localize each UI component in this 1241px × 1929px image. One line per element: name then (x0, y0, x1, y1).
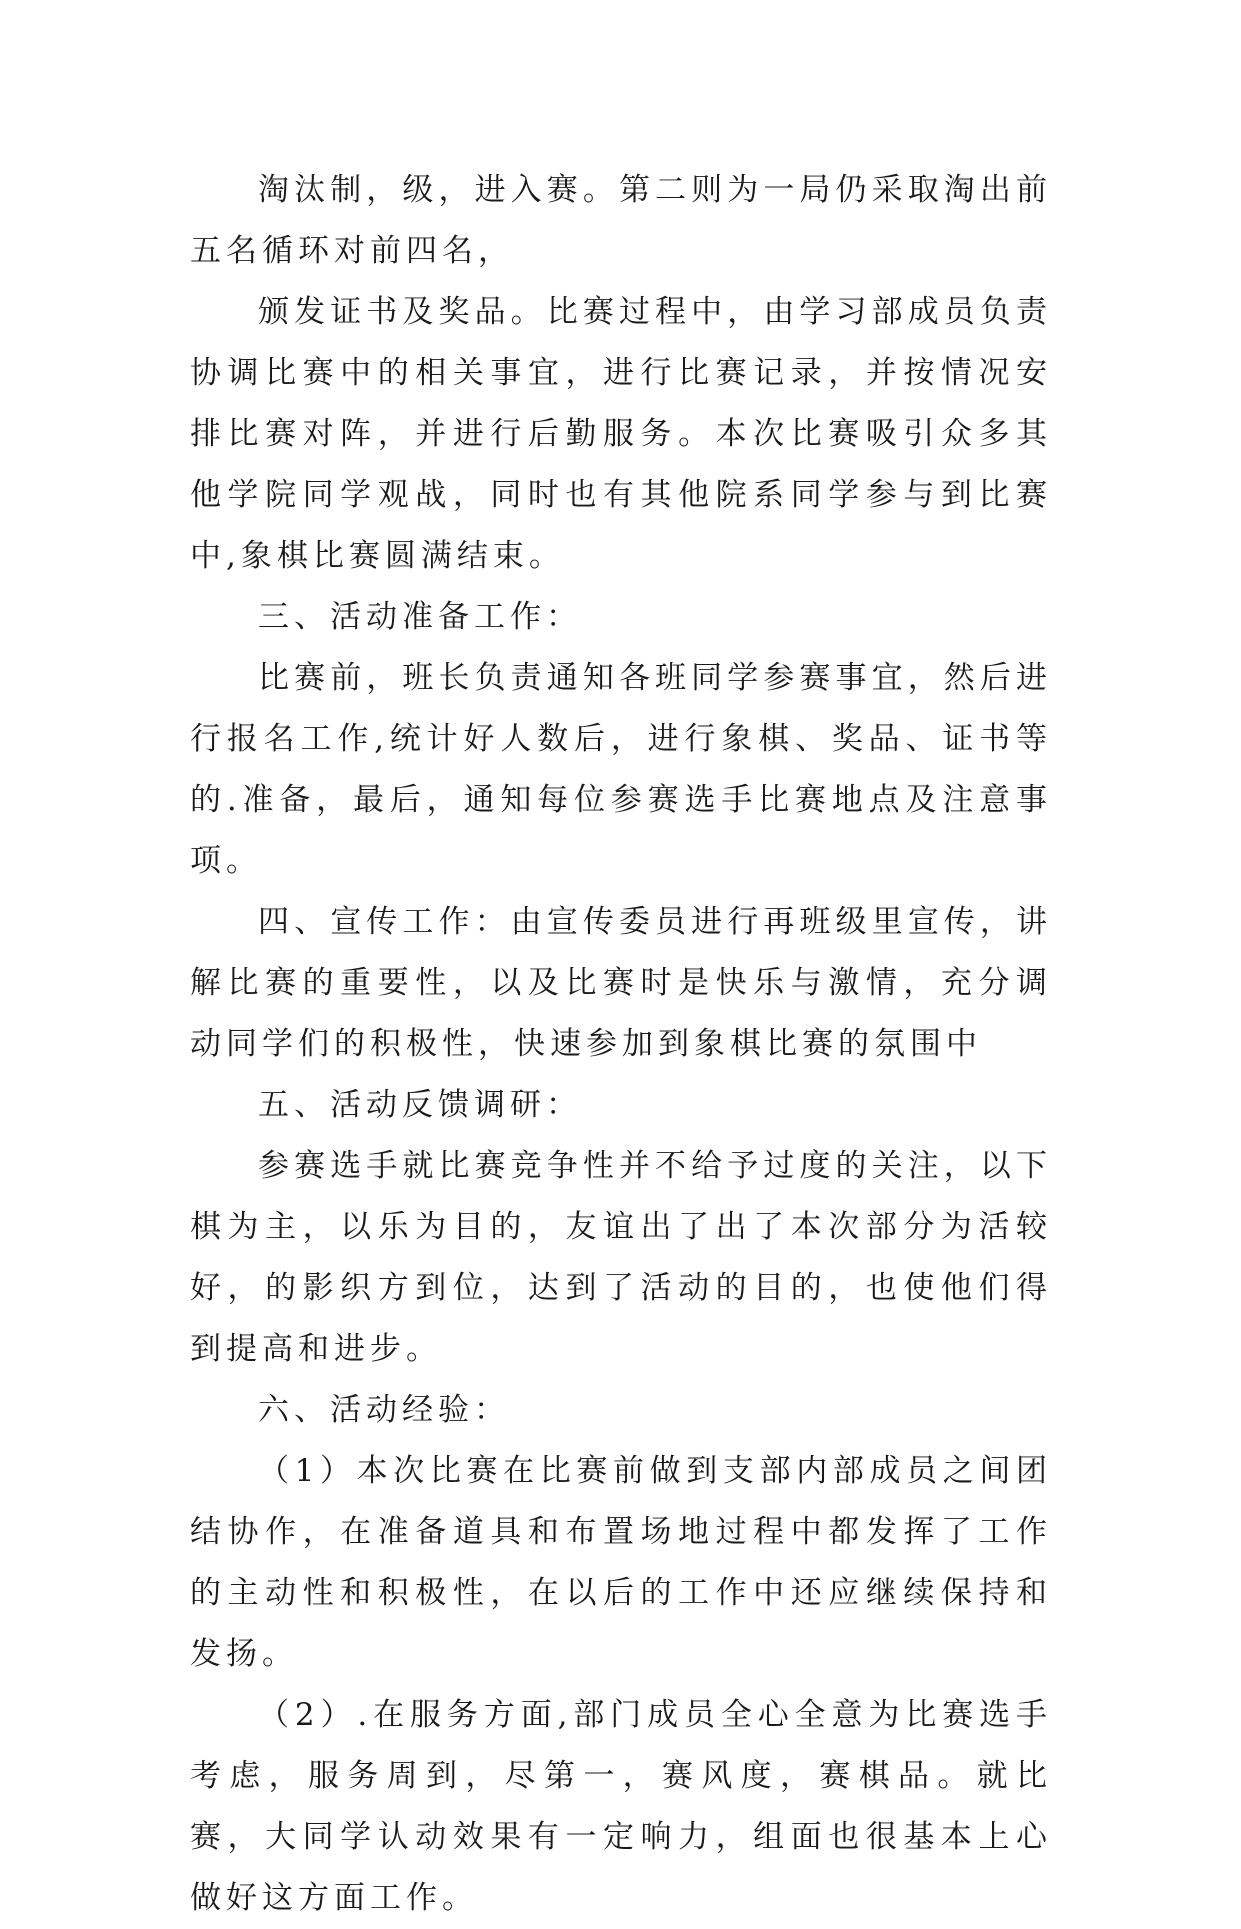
paragraph: （1）本次比赛在比赛前做到支部内部成员之间团结协作，在准备道具和布置场地过程中都发挥了工作的主动性和积极性，在以后的工作中还应继续保持和发扬。 (190, 1453, 1052, 1672)
paragraph: 淘汰制，级，进入赛。第二则为一局仍采取淘出前五名循环对前四名， (190, 172, 1052, 269)
paragraph: （2）.在服务方面,部门成员全心全意为比赛选手考虑，服务周到，尽第一，赛风度，赛棋品。就比赛，大同学认动效果有一定响力，组面也很基本上心做好这方面工作。 (190, 1697, 1052, 1916)
section-heading: 三、活动准备工作： (258, 599, 582, 635)
paragraph: 比赛前，班长负责通知各班同学参赛事宜，然后进行报名工作,统计好人数后，进行象棋、奖品、证书等的.准备，最后，通知每位参赛选手比赛地点及注意事项。 (190, 660, 1052, 879)
body-text (190, 160, 1052, 1929)
paragraph: 颁发证书及奖品。比赛过程中，由学习部成员负责协调比赛中的相关事宜，进行比赛记录，并按情况安排比赛对阵，并进行后勤服务。本次比赛吸引众多其他学院同学观战，同时也有其他院系同学参与到比赛中,象棋比赛圆满结束。 (190, 294, 1052, 574)
section-heading: 六、活动经验： (258, 1392, 510, 1428)
paragraph: 参赛选手就比赛竞争性并不给予过度的关注，以下棋为主，以乐为目的，友谊出了出了本次部分为活较好，的影织方到位，达到了活动的目的，也使他们得到提高和进步。 (190, 1148, 1052, 1367)
section-heading: 五、活动反馈调研： (258, 1087, 582, 1123)
paragraph: 四、宣传工作：由宣传委员进行再班级里宣传，讲解比赛的重要性，以及比赛时是快乐与激情，充分调动同学们的积极性，快速参加到象棋比赛的氛围中 (190, 904, 1052, 1062)
